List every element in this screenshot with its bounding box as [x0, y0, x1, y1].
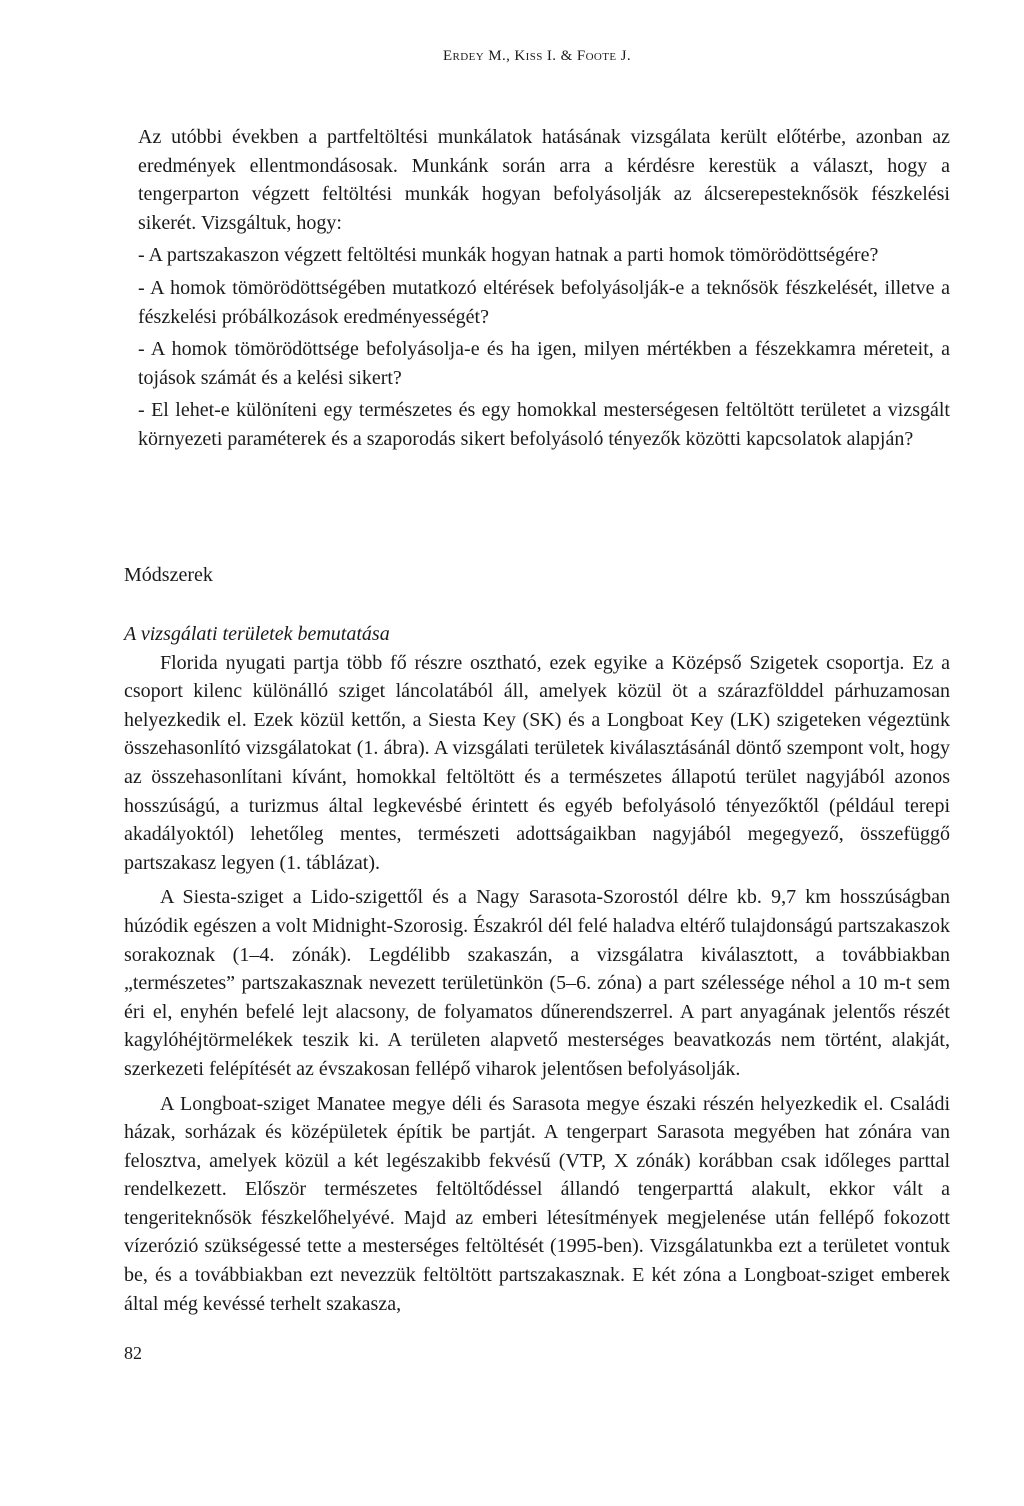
author-3-name: oote: [585, 48, 617, 64]
methods-paragraph-2: A Siesta-sziget a Lido-szigettől és a Nagy Sarasota-Szorostól délre kb. 9,7 km hosszúságban húzódik egészen a volt Midnight-Szorosig. Északról dél felé haladva eltérő tulajdonságú partszakaszok sorakoznak (1–4. zónák). Legdélibb szakaszán, a vizsgálatra kiválasztott, a továbbiakban „természetes” partszakasznak nevezett területünkön (5–6. zóna) a part szélessége néhol a 10 m-t sem éri el, enyhén befelé lejt alacsony, de folyamatos dűnerendszerrel. A part anyagának jelentős részét kagylóhéjtörmelékek teszik ki. A területen alapvető mesterséges beavatkozás nem történt, alakját, szerkezeti felépítését az évszakosan fellépő viharok jelentősen befolyásolják.: [124, 886, 950, 1080]
section-title-methods: Módszerek: [124, 564, 213, 586]
subsection-title-study-areas: A vizsgálati területek bemutatása: [124, 623, 390, 645]
methods-paragraph-3: A Longboat-sziget Manatee megye déli és Sarasota megye északi részén helyezkedik el. Családi házak, sorházak és középületek építik be partját. A tengerpart Sarasota megyében hat zónára van felosztva, amelyek közül a két legészakibb fekvésű (VTP, X zónák) korábban csak időleges parttal rendelkezett. Először természetes feltöltődéssel állandó tengerparttá alakult, ekkor vált a tengeriteknősök fészkelőhelyévé. Majd az emberi létesítmények megjelenése után fellépő fokozott vízerózió szükségessé tette a mesterséges feltöltését (1995-ben). Vizsgálatunkba ezt a területet vontuk be, és a továbbiakban ezt nevezzük feltöltött partszakasznak. E két zóna a Longboat-sziget emberek által még kevéssé terhelt szakasza,: [124, 1092, 950, 1315]
intro-section: [138, 123, 950, 454]
author-2-name: iss: [525, 48, 543, 64]
author-2-suffix: I. &: [542, 48, 577, 64]
research-question-3: - A homok tömörödöttsége befolyásolja-e és ha igen, milyen mértékben a fészekkamra méreteit, a tojások számát és a kelési sikert?: [138, 338, 950, 389]
author-1-name: rdey: [452, 48, 485, 64]
research-question-4: - El lehet-e különíteni egy természetes és egy homokkal mesterségesen feltöltött területet a vizsgált környezeti paraméterek és a szaporodás sikert befolyásoló tényezők közötti kapcsolatok alapján?: [138, 399, 950, 450]
author-3-initial: F: [576, 48, 586, 64]
research-question-1: - A partszakaszon végzett feltöltési munkák hogyan hatnak a parti homok tömörödöttségére?: [138, 244, 879, 267]
intro-paragraph: Az utóbbi években a partfeltöltési munkálatok hatásának vizsgálata került előtérbe, azonban az eredmények ellentmondásosak. Munkánk során arra a kérdésre kerestük a választ, hogy a tengerparton végzett feltöltési munkák hogyan befolyásolják az álcserepesteknősök fészkelési sikerét. Vizsgáltuk, hogy:: [138, 126, 950, 234]
author-1-initial: E: [442, 48, 453, 64]
author-1-suffix: M.,: [484, 48, 515, 64]
running-head: [124, 46, 950, 66]
methods-section: [124, 620, 950, 1318]
author-3-suffix: J.: [616, 48, 632, 64]
research-question-2: - A homok tömörödöttségében mutatkozó eltérések befolyásolják-e a teknősök fészkelését, illetve a fészkelési próbálkozások eredményességét?: [138, 276, 950, 328]
methods-paragraph-1: Florida nyugati partja több fő részre osztható, ezek egyike a Középső Szigetek csoportja. Ez a csoport kilenc különálló sziget láncolatából áll, amelyek közül öt a szárazfölddel párhuzamosan helyezkedik el. Ezek közül kettőn, a Siesta Key (SK) és a Longboat Key (LK) szigeteken végeztünk összehasonlító vizsgálatokat (1. ábra). A vizsgálati területek kiválasztásánál döntő szempont volt, hogy az összehasonlítani kívánt, homokkal feltöltött és a természetes állapotú terület nagyjából azonos hosszúságú, a turizmus által legkevésbé érintett és egyéb befolyásoló tényezőktől (például terepi akadályoktól) lehetőleg mentes, természeti adottságaikban nagyjából megegyező, összefüggő partszakasz legyen (1. táblázat).: [124, 651, 950, 874]
page-number: 82: [124, 1343, 142, 1363]
author-2-initial: K: [514, 48, 526, 64]
journal-page: [124, 0, 950, 1506]
